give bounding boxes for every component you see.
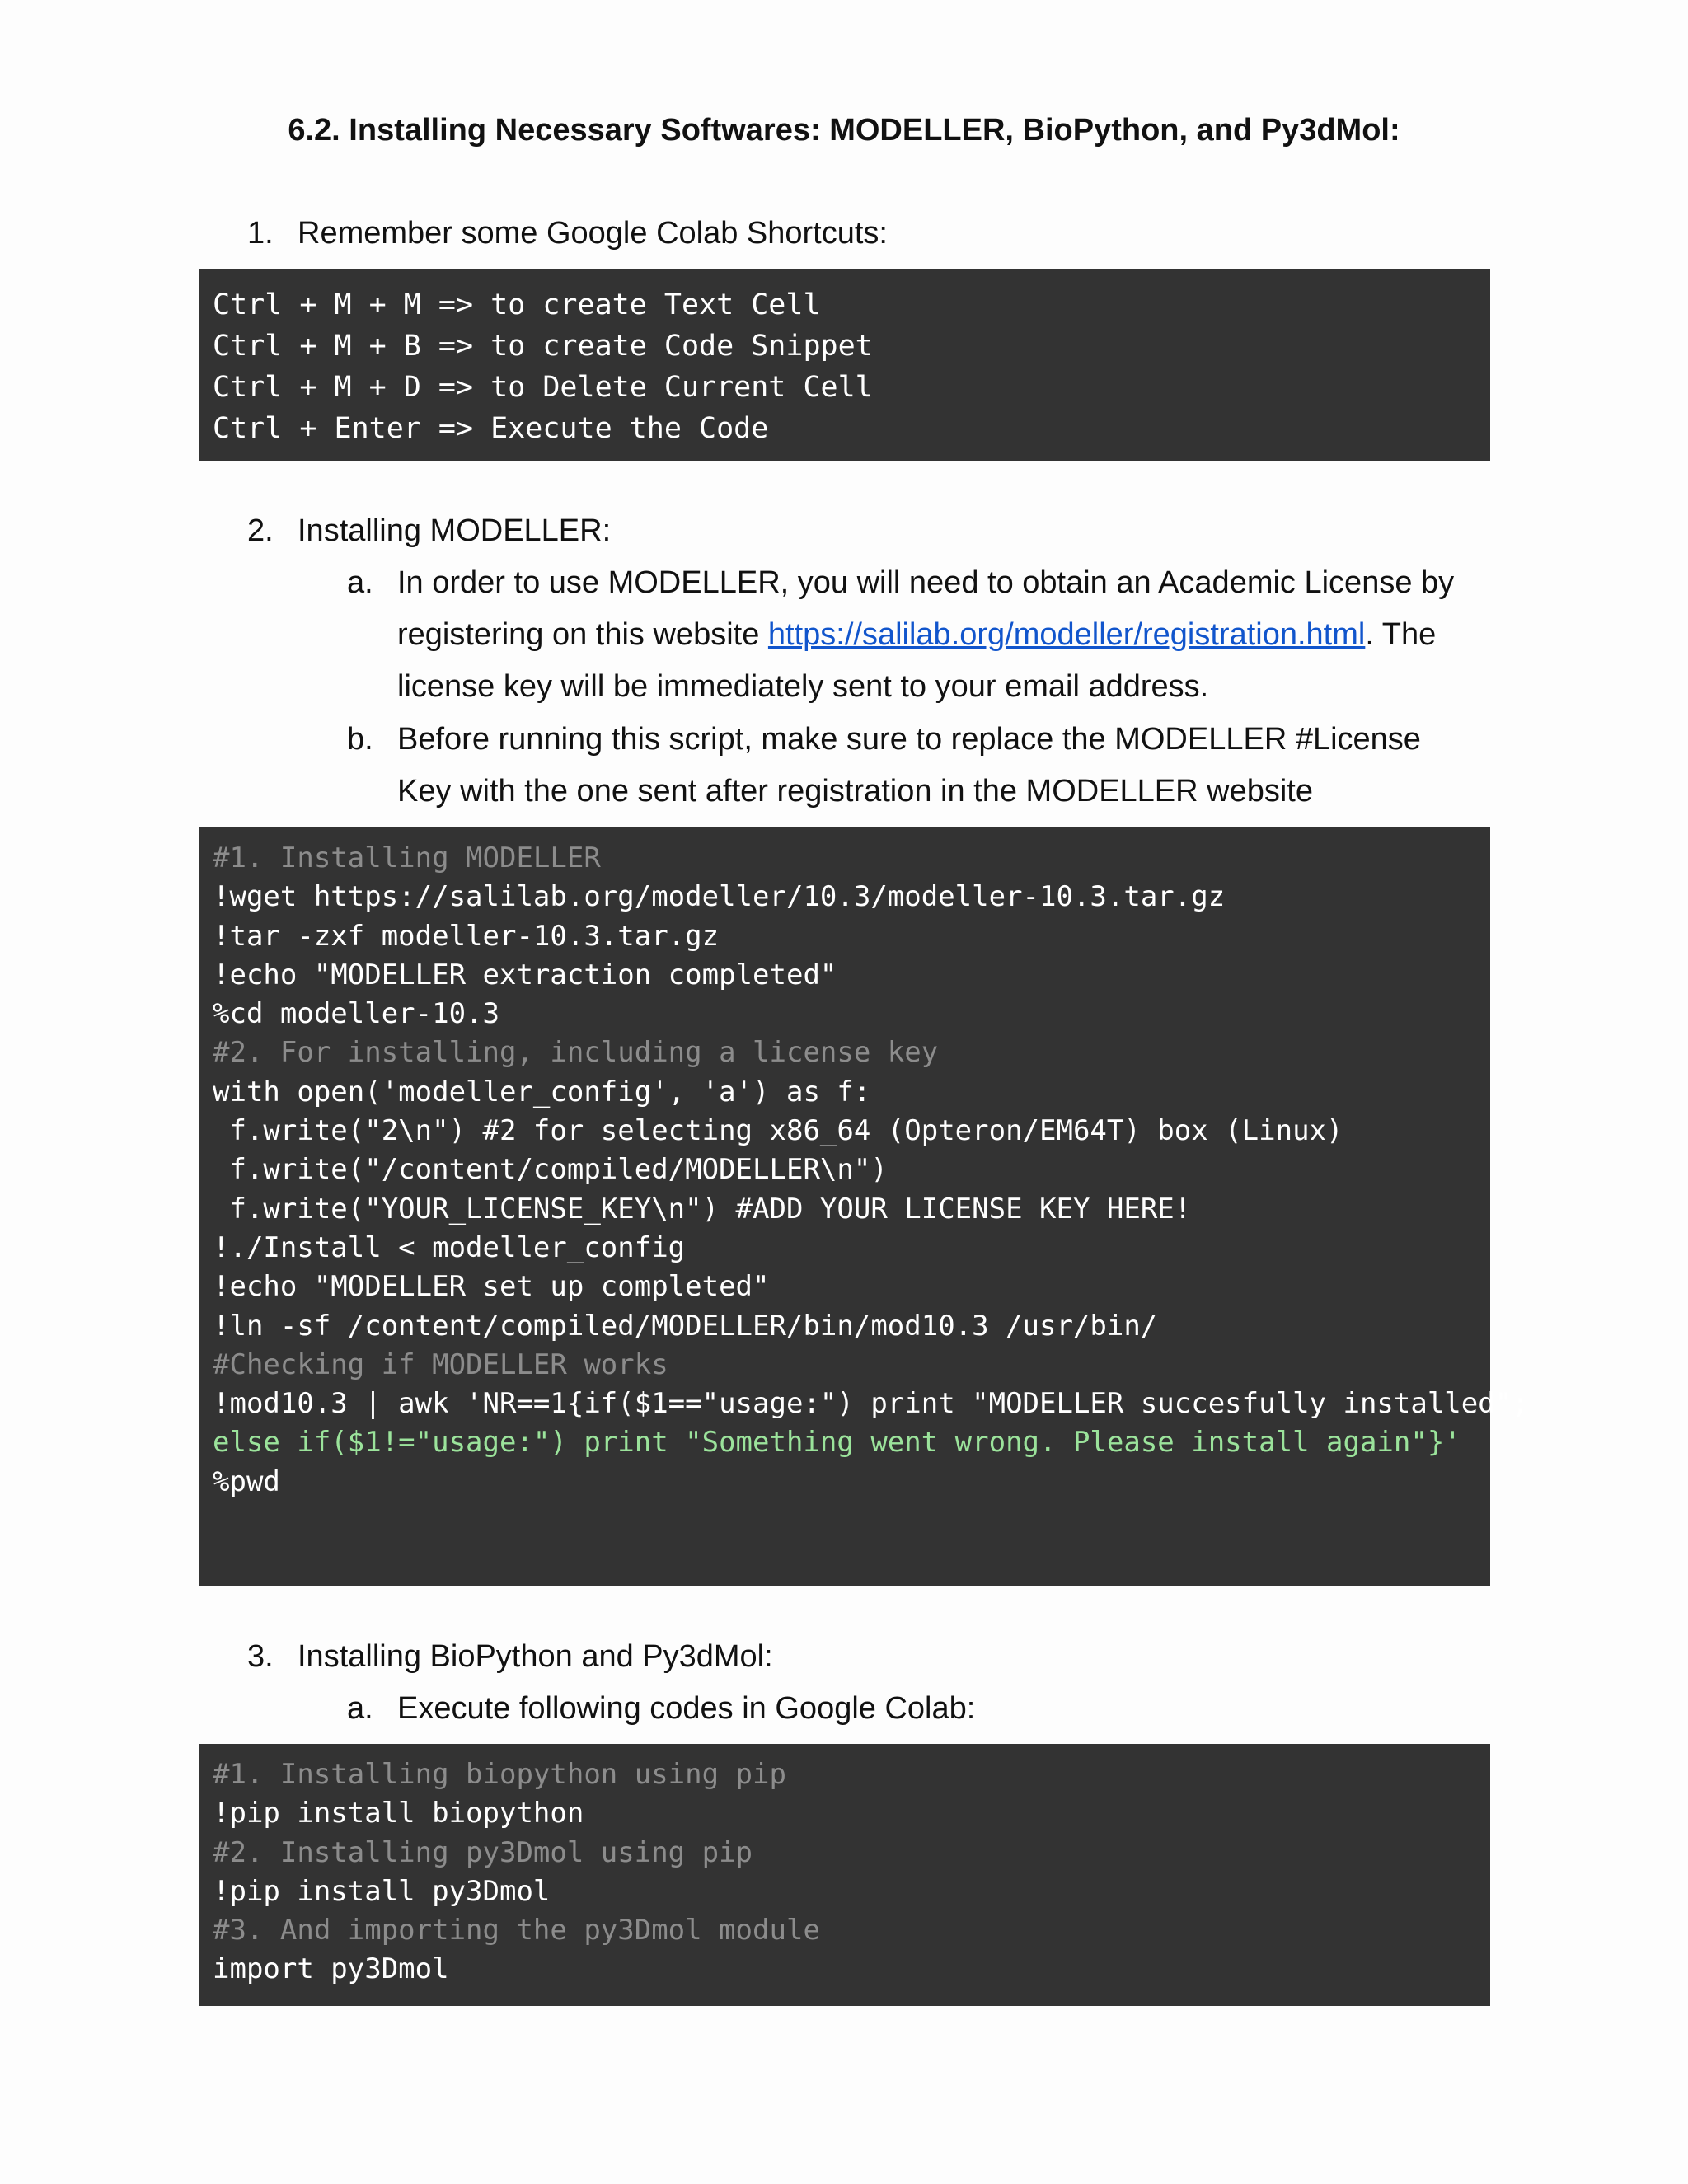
code-line: f.write("YOUR_LICENSE_KEY\n") #ADD YOUR LICENSE KEY HERE! [213, 1192, 1192, 1226]
step-2b-letter: b. [347, 722, 373, 757]
code-line: !ln -sf /content/compiled/MODELLER/bin/mod10.3 /usr/bin/ [213, 1309, 1158, 1343]
step-2b-text: Before running this script, make sure to replace the MODELLER #License Key with the one sent after registration in the MODELLER website [397, 722, 1421, 808]
step-2a-letter: a. [347, 565, 373, 600]
code-line: f.write("2\n") #2 for selecting x86_64 (Opteron/EM64T) box (Linux) [213, 1114, 1343, 1148]
step-3a-text: Execute following codes in Google Colab: [397, 1691, 976, 1726]
step-1-text: Remember some Google Colab Shortcuts: [298, 216, 888, 251]
code-line: !echo "MODELLER set up completed" [213, 1270, 770, 1304]
step-3-text: Installing BioPython and Py3dMol: [298, 1639, 773, 1674]
code-line: !tar -zxf modeller-10.3.tar.gz [213, 919, 720, 953]
code-line: #3. And importing the py3Dmol module [213, 1914, 820, 1947]
code-line: !wget https://salilab.org/modeller/10.3/modeller-10.3.tar.gz [213, 880, 1226, 914]
code-line: #1. Installing MODELLER [213, 841, 601, 874]
code-line: Ctrl + M + D => to Delete Current Cell [213, 371, 873, 404]
step-3a-letter: a. [347, 1691, 373, 1726]
code-line: Ctrl + Enter => Execute the Code [213, 412, 769, 445]
code-line: !./Install < modeller_config [213, 1230, 686, 1264]
code-line: #2. Installing py3Dmol using pip [213, 1835, 753, 1869]
code-line: else if($1!="usage:") print "Something went wrong. Please install again"}' [213, 1426, 1461, 1460]
code-line: !pip install biopython [213, 1797, 584, 1830]
code-line: f.write("/content/compiled/MODELLER\n") [213, 1153, 888, 1187]
code-line: #1. Installing biopython using pip [213, 1758, 786, 1791]
step-1-number: 1. [247, 216, 274, 251]
step-2-text: Installing MODELLER: [298, 513, 612, 548]
registration-link[interactable]: https://salilab.org/modeller/registration.html [767, 617, 1366, 652]
code-line: %cd modeller-10.3 [213, 997, 499, 1031]
step-2a-text [397, 557, 1469, 713]
section-title: 6.2. Installing Necessary Softwares: MODELLER, BioPython, and Py3dMol: [288, 113, 1400, 148]
step-2a-text-before: In order to use MODELLER, you will need to obtain an Academic License by registering on this website [397, 565, 1455, 652]
code-line: !echo "MODELLER extraction completed" [213, 958, 837, 991]
code-line: import py3Dmol [213, 1952, 449, 1986]
step-2a-text-after: . The license key will be immediately sent to your email address. [397, 617, 1437, 704]
code-line: Ctrl + M + M => to create Text Cell [213, 288, 821, 321]
biopython-code-block [199, 1744, 1490, 2006]
code-line: !mod10.3 | awk 'NR==1{if($1=="usage:") print "MODELLER succesfully installed"; [213, 1387, 1529, 1421]
code-line: %pwd [213, 1465, 280, 1498]
step-2-number: 2. [247, 513, 274, 548]
modeller-code-block [199, 827, 1529, 1586]
code-line: #2. For installing, including a license key [213, 1036, 939, 1070]
step-3-number: 3. [247, 1639, 274, 1674]
shortcuts-code-block [199, 269, 1490, 461]
code-line: #Checking if MODELLER works [213, 1347, 668, 1381]
code-line: Ctrl + M + B => to create Code Snippet [213, 330, 873, 363]
code-line: !pip install py3Dmol [213, 1874, 551, 1908]
code-line: with open('modeller_config', 'a') as f: [213, 1075, 871, 1108]
